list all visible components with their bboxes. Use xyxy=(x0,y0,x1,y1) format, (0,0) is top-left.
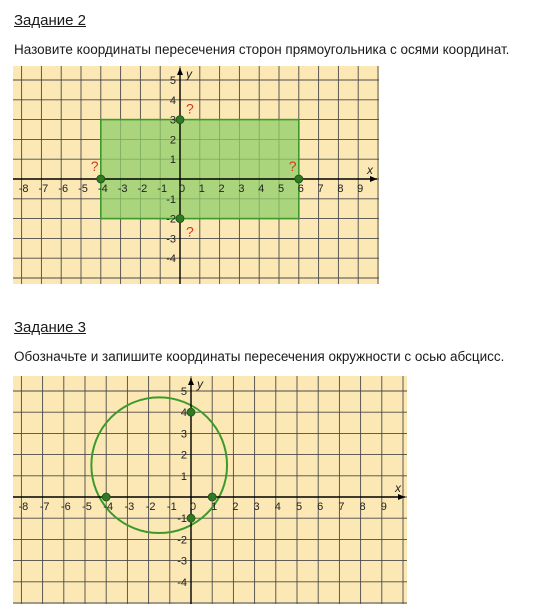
t2-question-mark: ? xyxy=(288,158,297,174)
task2-question: Назовите координаты пересечения сторон прямоугольника с осями координат. xyxy=(14,42,510,57)
t3-circle-point xyxy=(208,493,216,501)
t2-x-tick-label: -1 xyxy=(157,183,168,195)
t3-x-tick-label: -6 xyxy=(60,501,71,513)
t2-y-tick-label: -2 xyxy=(166,213,176,226)
t3-x-tick-label: 6 xyxy=(317,501,324,513)
t3-x-tick-label: 1 xyxy=(211,501,218,513)
t2-y-tick-label: -3 xyxy=(166,233,176,246)
t3-x-tick-label: -8 xyxy=(18,501,29,513)
t2-y-tick-label: 1 xyxy=(169,154,176,167)
t2-question-mark: ? xyxy=(90,158,99,174)
t2-x-tick-label: -8 xyxy=(18,183,29,195)
t2-x-tick-label: -5 xyxy=(78,183,88,195)
t3-x-tick-label: -7 xyxy=(39,501,50,513)
t2-intersection-point xyxy=(97,175,105,183)
t2-x-tick-label: 6 xyxy=(297,183,304,195)
t2-y-tick-label: -4 xyxy=(166,253,176,266)
t2-x-tick-label: 8 xyxy=(337,183,344,195)
t2-x-tick-label: 7 xyxy=(317,183,324,195)
t2-x-tick-label: -7 xyxy=(38,183,49,195)
t2-x-tick-label: 0 xyxy=(178,183,186,195)
t3-y-tick-label: 5 xyxy=(180,386,187,398)
t3-y-tick-label: -4 xyxy=(177,576,187,589)
t2-y-tick-label: 2 xyxy=(169,134,176,147)
t3-circle-point xyxy=(102,493,110,501)
t2-x-tick-label: -4 xyxy=(97,183,108,195)
t2-y-tick-label: 4 xyxy=(169,94,176,107)
task3-coordinate-grid xyxy=(13,376,407,604)
t2-y-tick-label: 3 xyxy=(169,114,176,127)
t3-y-tick-label: -2 xyxy=(177,534,187,547)
t2-x-tick-label: -6 xyxy=(58,183,69,195)
task2-title: Задание 2 xyxy=(14,12,87,29)
t3-x-tick-label: 5 xyxy=(295,501,303,513)
t2-x-tick-label: 2 xyxy=(218,183,225,195)
t2-x-tick-label: -2 xyxy=(137,183,148,195)
t3-x-tick-label: 7 xyxy=(338,501,345,513)
t2-y-axis-label: y xyxy=(186,67,192,81)
t3-y-tick-label: -1 xyxy=(177,513,187,526)
t3-circle-point xyxy=(187,408,195,416)
t2-x-tick-label: 1 xyxy=(198,183,205,195)
t2-intersection-point xyxy=(176,116,184,124)
t3-x-tick-label: -1 xyxy=(166,501,177,513)
t2-intersection-point xyxy=(295,175,303,183)
t3-x-axis-label: x xyxy=(395,481,401,495)
t3-x-tick-label: 4 xyxy=(274,501,281,513)
t2-x-axis-label: x xyxy=(367,163,373,177)
t3-x-tick-label: 9 xyxy=(380,501,387,513)
t3-y-axis-label: y xyxy=(197,377,203,391)
t2-x-tick-label: 5 xyxy=(277,183,285,195)
task3-title: Задание 3 xyxy=(14,319,87,336)
t2-question-mark: ? xyxy=(186,100,194,117)
t2-y-tick-label: -1 xyxy=(166,193,176,206)
t3-x-tick-label: 8 xyxy=(359,501,366,513)
t3-circle-point xyxy=(187,514,195,522)
t3-y-tick-label: 3 xyxy=(180,428,187,441)
t2-x-tick-label: 9 xyxy=(357,183,364,195)
t2-x-tick-label: 3 xyxy=(238,183,245,195)
t3-y-tick-label: 4 xyxy=(180,407,187,420)
t3-x-tick-label: -3 xyxy=(124,501,135,513)
t2-y-tick-label: 5 xyxy=(169,75,176,87)
task2-coordinate-grid xyxy=(13,66,379,284)
t2-question-mark: ? xyxy=(186,223,194,240)
t3-x-tick-label: 2 xyxy=(232,501,239,513)
t2-intersection-point xyxy=(176,215,184,223)
t3-x-tick-label: 3 xyxy=(253,501,260,513)
t3-y-tick-label: 2 xyxy=(180,449,187,462)
t3-x-tick-label: -5 xyxy=(82,501,92,513)
t2-x-tick-label: -3 xyxy=(117,183,128,195)
t3-y-tick-label: 1 xyxy=(180,470,187,483)
t3-x-tick-label: -2 xyxy=(145,501,156,513)
t3-x-tick-label: -4 xyxy=(103,501,114,513)
t3-y-tick-label: -3 xyxy=(177,555,187,568)
task3-question: Обозначьте и запишите координаты пересечения окружности с осью абсцисс. xyxy=(14,349,505,364)
t2-rectangle xyxy=(101,120,299,219)
t3-paper xyxy=(13,376,407,604)
t2-x-tick-label: 4 xyxy=(258,183,265,195)
t3-x-tick-label: 0 xyxy=(189,501,197,513)
